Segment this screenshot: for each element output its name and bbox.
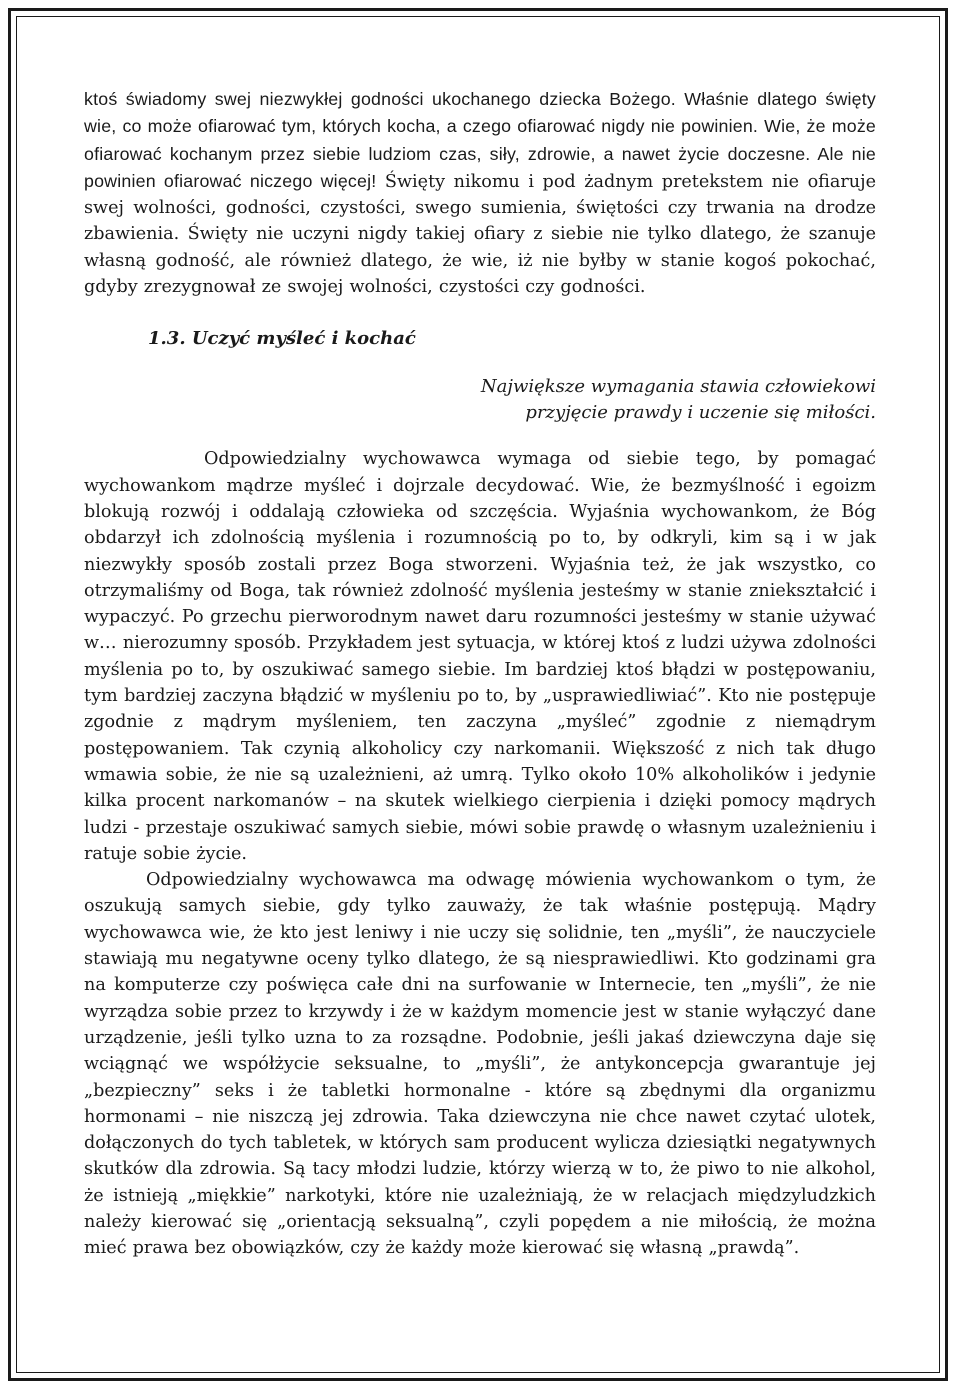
motto-line-1: Największe wymagania stawia człowiekowi [480,376,876,398]
paragraph-2: Odpowiedzialny wychowawca ma odwagę mówienia wychowankom o tym, że oszukują samych siebie, gdy tylko zauważy, że tak właśnie postępują. Mądry wychowawca wie, że kto jest leniwy i nie uczy się solidnie, ten „myśli”, że nauczyciele stawiają mu negatywne oceny tylko dlatego, że są niesprawiedliwi. Kto godzinami gra na komputerze czy poświęca całe dni na surfowanie w Internecie, ten „myśli”, że nie wyrządza sobie przez to krzywdy i że w każdym momencie jest w stanie wyłączyć dane urządzenie, jeśli tylko uzna to za rozsądne. Podobnie, jeśli jakaś dziewczyna daje się wciągnąć we współżycie seksualne, to „myśli”, że antykoncepcja gwarantuje jej „bezpieczny” seks i że tabletki hormonalne - które są zbędnymi dla organizmu hormonami – nie niszczą jej zdrowia. Taka dziewczyna nie chce nawet czytać ulotek, dołączonych do tych tabletek, w których sam producent wylicza dziesiątki negatywnych skutków dla zdrowia. Są tacy młodzi ludzie, którzy wierzą w to, że piwo to nie alkohol, że istnieją „miękkie” narkotyki, które nie uzależniają, że w relacjach międzyludzkich należy kierować się „orientacją seksualną”, czyli popędem a nie miłością, że można mieć prawa bez obowiązków, czy że każdy może kierować się własną „prawdą”. [84,870,876,1259]
document-body [84,86,876,1262]
motto-quote [84,374,876,426]
paragraph-1: Odpowiedzialny wychowawca wymaga od siebie tego, by pomagać wychowankom mądrze myśleć i dojrzale decydować. Wie, że bezmyślność i egoizm blokują rozwój i oddalają człowieka od szczęścia. Wyjaśnia wychowankom, że Bóg obdarzył ich zdolnością myślenia i rozumnością po to, by odkryli, kim są i w jak niezwykły sposób zostali przez Boga stworzeni. Wyjaśnia też, że jak wszystko, co otrzymaliśmy od Boga, tak również zdolność myślenia jesteśmy w stanie zniekształcić i wypaczyć. Po grzechu pierworodnym nawet daru rozumności jesteśmy w stanie używać w… nierozumny sposób. Przykładem jest sytuacja, w której ktoś z ludzi używa zdolności myślenia po to, by oszukiwać samego siebie. Im bardziej ktoś błądzi w postępowaniu, tym bardziej zaczyna błądzić w myśleniu po to, by „usprawiedliwiać”. Kto nie postępuje zgodnie z mądrym myśleniem, ten zaczyna „myśleć” zgodnie z niemądrym postępowaniem. Tak czynią alkoholicy czy narkomanii. Większość z nich tak długo wmawia sobie, że nie są uzależnieni, aż umrą. Tylko około 10% alkoholików i jedynie kilka procent narkomanów – na skutek wielkiego cierpienia i dzięki pomocy mądrych ludzi - przestaje oszukiwać samych siebie, mówi sobie prawdę o własnym uzależnieniu i ratuje sobie życie. [84,449,876,864]
intro-sans-text: ktoś świadomy swej niezwykłej godności ukochanego dziecka Bożego. Właśnie dlatego święty wie, co może ofiarować tym, których kocha, a czego ofiarować nigdy nie powinien. Wie, że może ofiarować kochanym przez siebie ludziom czas, siły, zdrowie, a nawet życie doczesne. Ale nie powinien ofiarować niczego więcej! [84,89,876,191]
intro-paragraph [84,86,876,300]
section-heading: 1.3. Uczyć myśleć i kochać [148,328,416,350]
intro-serif-text: Święty nikomu i pod żadnym pretekstem nie ofiaruje swej wolności, godności, czystości, swego sumienia, świętości czy trwania na drodze zbawienia. Święty nie uczyni nigdy takiej ofiary z siebie nie tylko dlatego, że szanuje własną godność, ale również dlatego, że wie, iż nie byłby w stanie kogoś pokochać, gdyby zrezygnował ze swojej wolności, czystości czy godności. [84,171,877,298]
motto-line-2: przyjęcie prawdy i uczenie się miłości. [525,402,876,424]
